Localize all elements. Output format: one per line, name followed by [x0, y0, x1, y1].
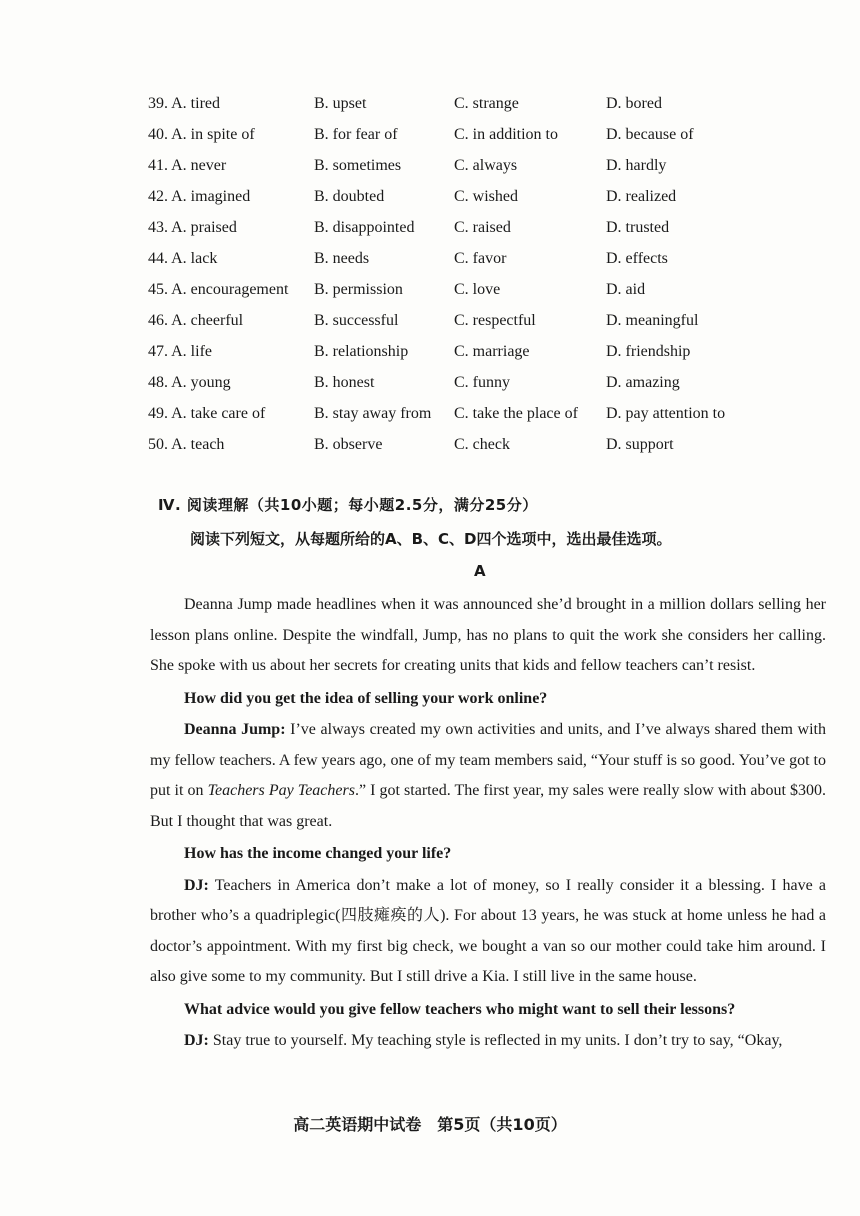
option-d: D. support — [606, 436, 674, 453]
option-a — [148, 402, 265, 426]
option-a-text: A. praised — [171, 219, 237, 236]
section-heading: Ⅳ. 阅读理解（共10小题；每小题2.5分，满分25分） — [158, 496, 538, 514]
option-d: D. bored — [606, 95, 662, 112]
section-instruction: 阅读下列短文，从每题所给的A、B、C、D四个选项中，选出最佳选项。 — [190, 530, 672, 548]
question-number: 43. — [148, 219, 168, 236]
option-a-text: A. take care of — [171, 405, 266, 422]
option-row-47 — [148, 340, 788, 371]
option-d: D. effects — [606, 250, 668, 267]
interview-question-2: How has the income changed your life? — [184, 845, 452, 862]
option-b: B. for fear of — [314, 126, 398, 143]
option-d: D. aid — [606, 281, 646, 298]
option-a — [148, 278, 288, 302]
option-b: B. upset — [314, 95, 367, 112]
option-c: C. take the place of — [454, 405, 578, 422]
question-number: 42. — [148, 188, 168, 205]
speaker-label: Deanna Jump: — [184, 721, 286, 738]
question-number: 49. — [148, 405, 168, 422]
option-c: C. always — [454, 157, 518, 174]
reading-passage — [150, 590, 826, 1057]
option-a — [148, 340, 212, 364]
option-c: C. respectful — [454, 312, 536, 329]
option-c: C. marriage — [454, 343, 530, 360]
option-d: D. trusted — [606, 219, 670, 236]
option-a — [148, 371, 231, 395]
option-a-text: A. lack — [171, 250, 218, 267]
option-b: B. needs — [314, 250, 370, 267]
option-d: D. because of — [606, 126, 694, 143]
option-d: D. hardly — [606, 157, 667, 174]
option-a-text: A. teach — [171, 436, 225, 453]
option-b: B. permission — [314, 281, 403, 298]
question-number: 50. — [148, 436, 168, 453]
option-c: C. strange — [454, 95, 519, 112]
option-a — [148, 92, 220, 116]
speaker-label: DJ: — [184, 1032, 209, 1049]
passage-intro: Deanna Jump made headlines when it was announced she’d brought in a million dollars selling her lesson plans online. Despite the windfall, Jump, has no plans to quit the work she considers her calling. She spoke with us about her secrets for creating units that kids and fellow teachers can’t resist. — [150, 596, 826, 674]
question-number: 48. — [148, 374, 168, 391]
option-c: C. in addition to — [454, 126, 558, 143]
option-row-41 — [148, 154, 788, 185]
option-b: B. observe — [314, 436, 383, 453]
question-number: 40. — [148, 126, 168, 143]
question-number: 44. — [148, 250, 168, 267]
interview-question-3: What advice would you give fellow teachers who might want to sell their lessons? — [184, 1000, 736, 1018]
option-d: D. realized — [606, 188, 677, 205]
option-c: C. funny — [454, 374, 510, 391]
option-b: B. honest — [314, 374, 375, 391]
option-d: D. meaningful — [606, 312, 699, 329]
option-a — [148, 185, 250, 209]
options-table — [148, 92, 788, 464]
option-a — [148, 433, 224, 457]
option-c: C. favor — [454, 250, 507, 267]
answer-text: Stay true to yourself. My teaching style is reflected in my units. I don’t try to say, “Okay, — [208, 1032, 783, 1049]
option-d: D. pay attention to — [606, 405, 726, 422]
option-row-49 — [148, 402, 788, 433]
website-name: Teachers Pay Teachers — [207, 782, 355, 799]
option-a — [148, 247, 217, 271]
option-b: B. stay away from — [314, 405, 432, 422]
option-row-48 — [148, 371, 788, 402]
option-b: B. disappointed — [314, 219, 415, 236]
passage-label: A — [474, 562, 486, 580]
option-row-45 — [148, 278, 788, 309]
interview-answer-2 — [150, 871, 826, 993]
option-d: D. amazing — [606, 374, 680, 391]
option-c: C. check — [454, 436, 510, 453]
page-footer: 高二英语期中试卷 第5页（共10页） — [293, 1115, 567, 1134]
option-a-text: A. imagined — [171, 188, 251, 205]
option-b: B. sometimes — [314, 157, 402, 174]
question-number: 39. — [148, 95, 168, 112]
question-number: 46. — [148, 312, 168, 329]
option-row-42 — [148, 185, 788, 216]
option-a-text: A. life — [171, 343, 212, 360]
option-row-44 — [148, 247, 788, 278]
option-b: B. doubted — [314, 188, 385, 205]
option-a — [148, 123, 255, 147]
option-a-text: A. in spite of — [171, 126, 255, 143]
option-c: C. love — [454, 281, 501, 298]
option-a — [148, 216, 237, 240]
option-a-text: A. never — [171, 157, 227, 174]
option-a-text: A. tired — [171, 95, 220, 112]
option-a-text: A. encouragement — [171, 281, 289, 298]
option-row-50 — [148, 433, 788, 464]
option-a — [148, 154, 226, 178]
option-b: B. successful — [314, 312, 399, 329]
option-row-46 — [148, 309, 788, 340]
option-b: B. relationship — [314, 343, 409, 360]
option-c: C. raised — [454, 219, 511, 236]
option-a-text: A. cheerful — [171, 312, 244, 329]
question-number: 47. — [148, 343, 168, 360]
option-a-text: A. young — [171, 374, 231, 391]
interview-answer-1 — [150, 715, 826, 837]
option-row-39 — [148, 92, 788, 123]
question-number: 41. — [148, 157, 168, 174]
question-number: 45. — [148, 281, 168, 298]
option-a — [148, 309, 243, 333]
option-row-43 — [148, 216, 788, 247]
speaker-label: DJ: — [184, 876, 209, 894]
interview-question-1: How did you get the idea of selling your work online? — [184, 689, 548, 707]
interview-answer-3 — [150, 1026, 826, 1057]
option-row-40 — [148, 123, 788, 154]
answer-text: Teachers in America don’t make a lot of money, so I really consider it a blessing. I have a brother who’s a quadriplegic(四肢瘫痪的人). For about 13 years, he was stuck at home unless he had a doctor’s appointment. With my first big check, we bought a van so our mother could take him around. I also give some to my community. But I still drive a Kia. I still live in the same house. — [150, 876, 826, 985]
answer-text: .” I got started. The first year, my sales were really slow with about $300. But I thought that was great. — [150, 782, 827, 830]
option-d: D. friendship — [606, 343, 691, 360]
option-c: C. wished — [454, 188, 518, 205]
answer-text: I’ve always created my own activities and units, and I’ve always shared them with my fellow teachers. A few years ago, one of my team members said, “Your stuff is so good. You’ve got to put it on — [150, 721, 827, 799]
